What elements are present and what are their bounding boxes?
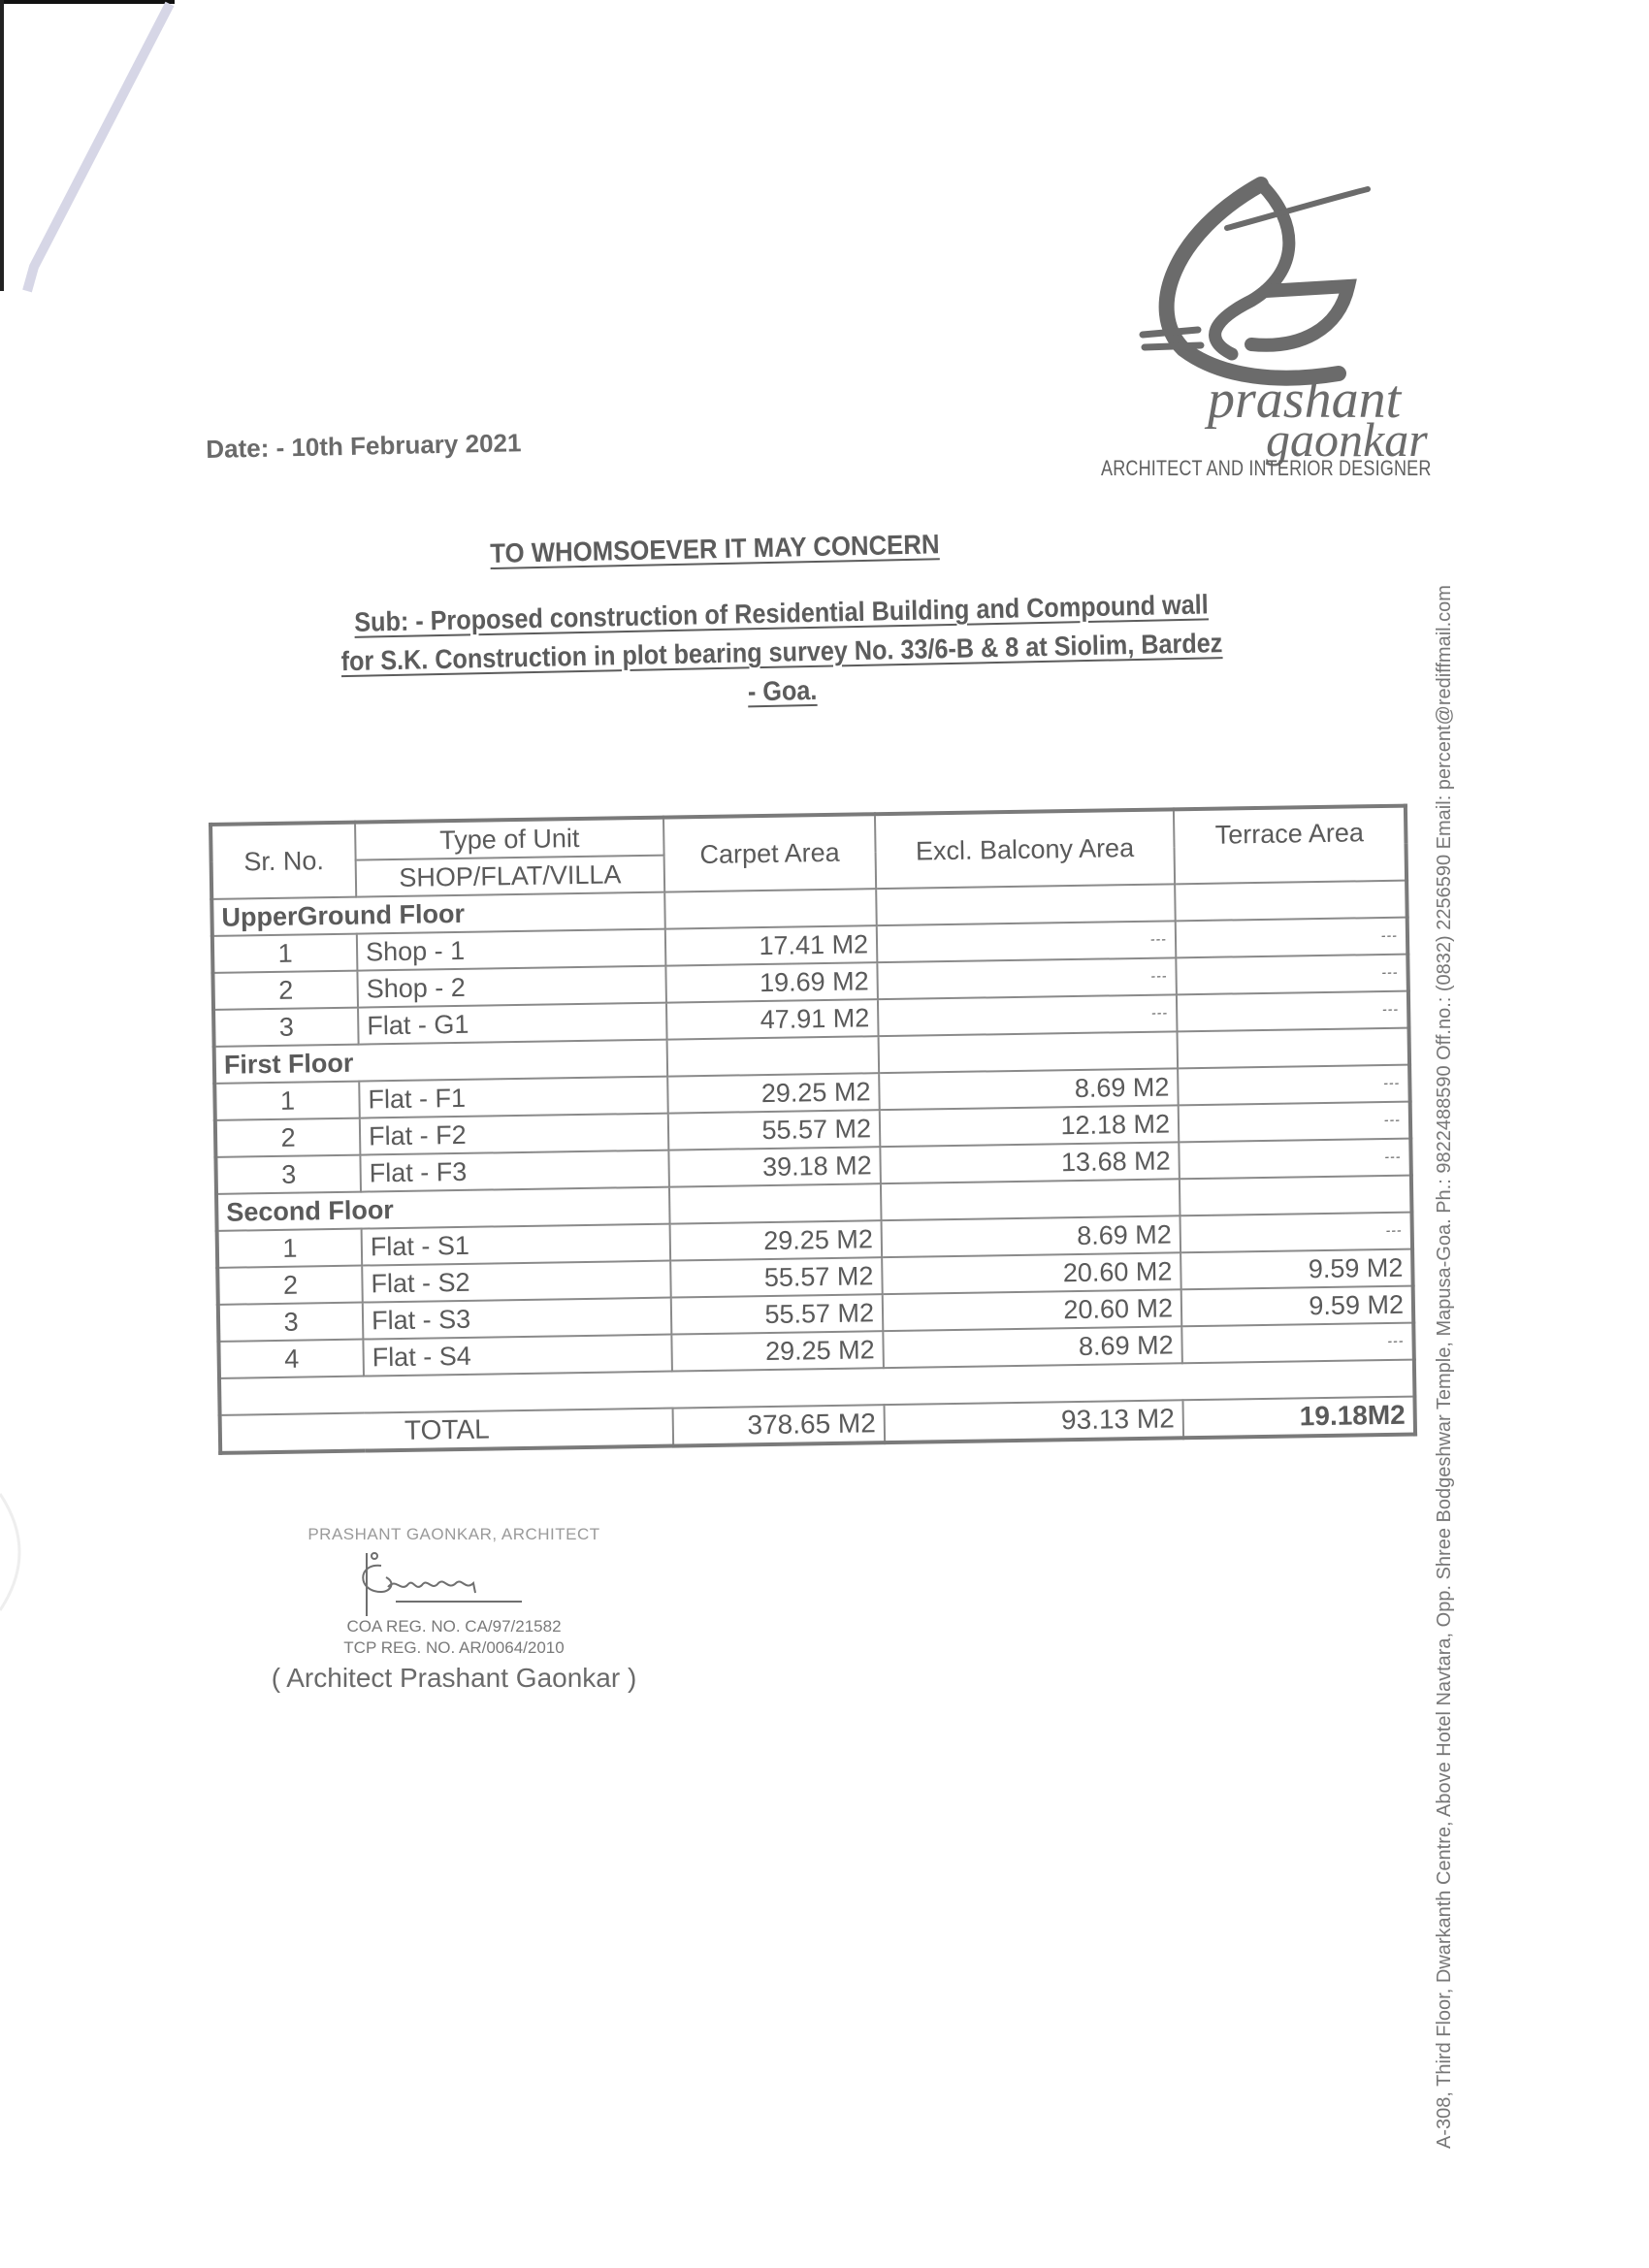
cell-sr-no: 3 [213,1008,359,1047]
letter-date: Date: - 10th February 2021 [206,428,522,464]
cell-carpet-area: 55.57 M2 [671,1294,884,1334]
cell-terrace-area: --- [1176,955,1408,995]
cell-balcony-area: --- [877,921,1177,962]
area-table [209,804,1417,1455]
tcp-registration: TCP REG. NO. AR/0064/2010 [343,1638,565,1657]
header-sr-no: Sr. No. [210,823,356,899]
signature-block [231,1525,677,1694]
cell-sr-no: 1 [214,1082,360,1120]
handwritten-signature [328,1548,580,1616]
cell-unit-type: Flat - S2 [362,1261,671,1303]
cell-unit-type: Flat - S4 [363,1335,672,1377]
subject-line-2: for S.K. Construction in plot bearing survey No. 33/6-B & 8 at Siolim, Bardez [340,628,1223,677]
cell-balcony-area: 8.69 M2 [883,1326,1182,1368]
cell-carpet-area: 29.25 M2 [670,1220,883,1260]
empty-cell [879,1031,1179,1073]
cell-terrace-area: --- [1178,1065,1410,1106]
cell-balcony-area: 20.60 M2 [882,1252,1181,1294]
cell-unit-type: Flat - F2 [360,1114,669,1155]
cell-carpet-area: 19.69 M2 [665,962,878,1002]
floor-name: Second Floor [216,1187,670,1231]
cell-sr-no: 2 [215,1118,361,1157]
logo-wordmark-line2: gaonkar [1266,412,1428,467]
cell-sr-no: 3 [215,1155,361,1194]
total-terrace-area: 19.18M2 [1182,1397,1415,1439]
cell-carpet-area: 55.57 M2 [668,1110,881,1150]
logo-tagline: ARCHITECT AND INTERIOR DESIGNER [1101,456,1432,480]
total-balcony-area: 93.13 M2 [885,1400,1184,1442]
cell-carpet-area: 47.91 M2 [666,999,879,1039]
letter-subject [209,582,1355,723]
cell-terrace-area: --- [1177,991,1409,1032]
total-carpet-area: 378.65 M2 [673,1405,886,1445]
cell-carpet-area: 29.25 M2 [671,1331,884,1371]
cell-sr-no: 3 [218,1303,364,1342]
empty-cell [669,1183,882,1223]
subject-line-3: - Goa. [747,674,818,707]
signature-firm-stamp: PRASHANT GAONKAR, ARCHITECT [307,1525,600,1543]
table-body [211,881,1415,1453]
cell-terrace-area: --- [1180,1213,1412,1253]
cell-sr-no: 4 [218,1340,364,1378]
total-label: TOTAL [220,1409,674,1453]
cell-balcony-area: 8.69 M2 [879,1068,1179,1110]
cell-carpet-area: 39.18 M2 [668,1147,881,1186]
cell-carpet-area: 17.41 M2 [665,925,878,965]
cell-balcony-area: 20.60 M2 [883,1289,1182,1331]
empty-cell [1178,1028,1410,1069]
architect-name: ( Architect Prashant Gaonkar ) [271,1663,637,1693]
cell-terrace-area: 9.59 M2 [1181,1286,1414,1327]
cell-unit-type: Flat - G1 [358,1003,667,1045]
cell-terrace-area: 9.59 M2 [1180,1249,1413,1290]
empty-cell [881,1179,1180,1220]
cell-balcony-area: --- [877,957,1177,999]
cell-balcony-area: --- [878,994,1178,1036]
cell-sr-no: 1 [212,934,358,973]
empty-cell [1175,881,1407,922]
header-terrace-area: Terrace Area [1174,806,1406,885]
cell-sr-no: 2 [217,1266,363,1305]
cell-sr-no: 1 [217,1229,363,1268]
cell-unit-type: Flat - S3 [363,1298,672,1340]
empty-cell [667,1036,880,1076]
logo-wing-2 [1145,345,1201,347]
empty-cell [876,884,1176,925]
floor-name: UpperGround Floor [211,892,665,936]
cell-terrace-area: --- [1179,1139,1411,1180]
header-balcony-area: Excl. Balcony Area [875,809,1175,889]
empty-cell [1180,1176,1412,1216]
coa-registration: COA REG. NO. CA/97/21582 [346,1617,562,1636]
cell-sr-no: 2 [212,971,358,1010]
cell-unit-type: Flat - S1 [362,1224,671,1266]
cell-balcony-area: 13.68 M2 [880,1142,1180,1183]
logo-wing-1 [1143,330,1198,335]
cell-balcony-area: 8.69 M2 [882,1215,1181,1257]
header-type-sub: SHOP/FLAT/VILLA [356,856,665,897]
company-logo [1106,155,1474,485]
letter-heading: TO WHOMSOEVER IT MAY CONCERN [490,529,940,568]
cell-terrace-area: --- [1179,1102,1411,1143]
cell-unit-type: Flat - F1 [359,1077,668,1118]
cell-unit-type: Shop - 1 [357,929,666,971]
subject-line-1: Sub: - Proposed construction of Residential Building and Compound wall [353,589,1209,637]
logo-wordmark-line1: prashant [1208,370,1402,430]
area-table-wrapper [209,804,1406,1455]
cell-balcony-area: 12.18 M2 [880,1105,1180,1147]
cell-terrace-area: --- [1181,1323,1414,1364]
cell-unit-type: Flat - F3 [360,1150,669,1192]
cell-carpet-area: 55.57 M2 [670,1257,883,1297]
header-type-of-unit: Type of Unit [355,818,664,860]
logo-g-bar [1251,286,1348,345]
table-header-row [210,806,1406,862]
cell-terrace-area: --- [1176,918,1408,958]
floor-name: First Floor [214,1040,668,1084]
letterhead-address: A-308, Third Floor, Dwarkanth Centre, Above Hotel Navtara, Opp. Shree Bodgeshwar Temple, Mapusa-Goa. Ph.: 9822488590 Off.no.: (0832) 2256590 Email: percent@rediffmail.com [1434,585,1455,2149]
cell-carpet-area: 29.25 M2 [667,1073,880,1113]
cell-unit-type: Shop - 2 [357,966,666,1008]
header-carpet-area: Carpet Area [663,814,876,891]
empty-cell [664,889,877,928]
